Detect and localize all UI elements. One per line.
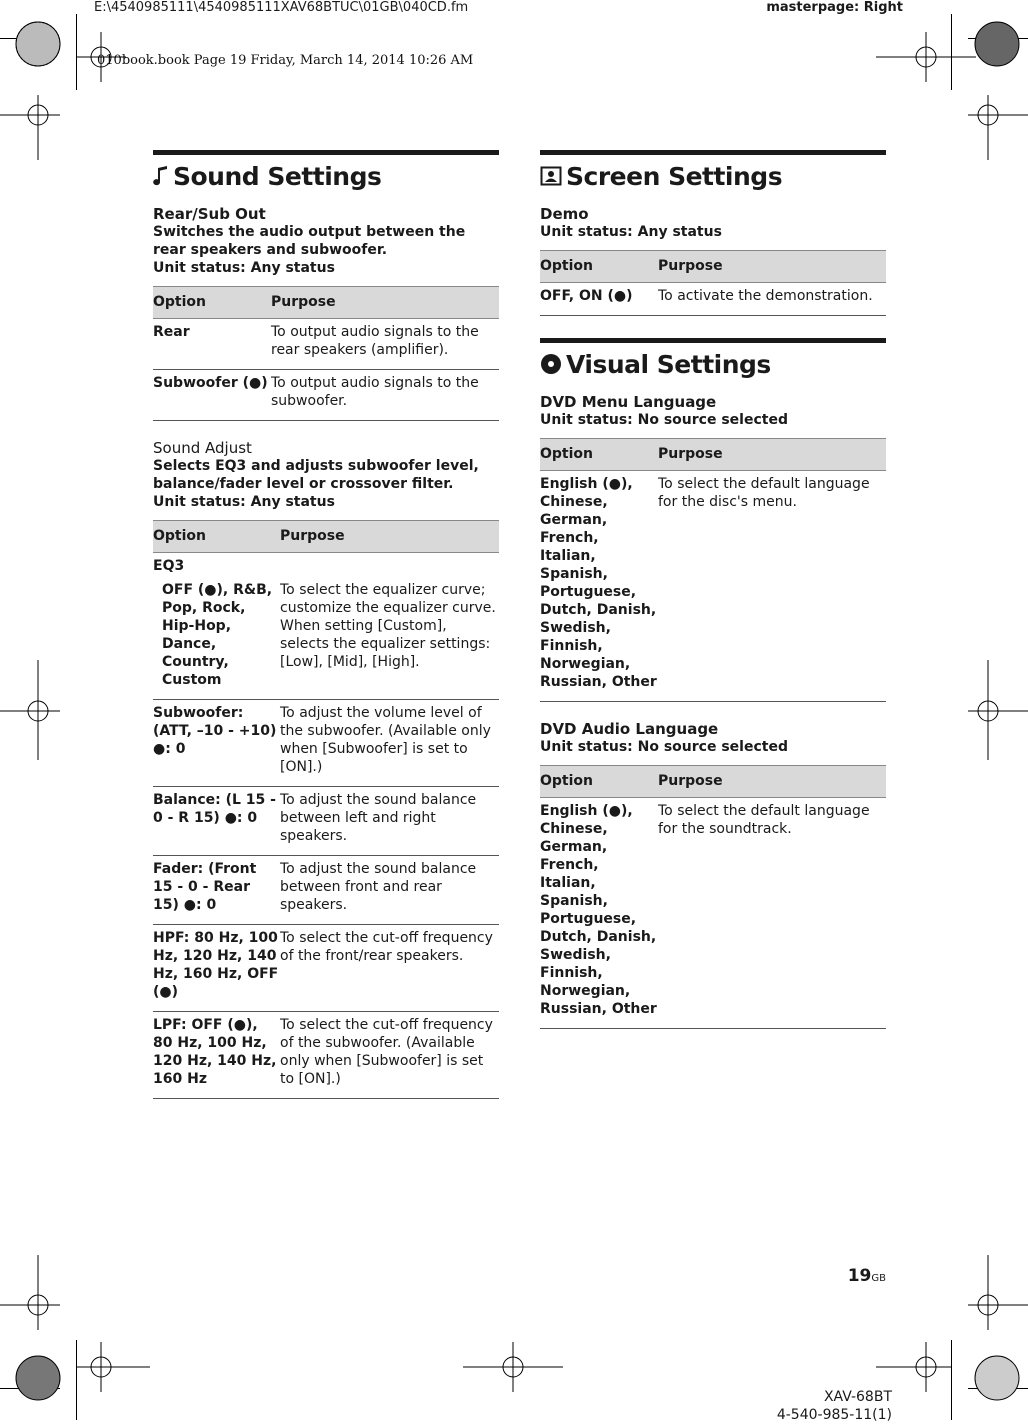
page-number-value: 19 bbox=[847, 1266, 872, 1286]
table-row bbox=[153, 577, 499, 700]
col-purpose: Purpose bbox=[271, 287, 499, 319]
page-number bbox=[848, 1266, 886, 1286]
sound-settings-title bbox=[153, 159, 499, 193]
dvd-audio-language-title: DVD Audio Language bbox=[540, 720, 719, 738]
purpose-cell: To activate the demonstration. bbox=[658, 283, 886, 316]
purpose-cell: To output audio signals to the rear speakers (amplifier). bbox=[271, 319, 499, 370]
demo-title: Demo bbox=[540, 205, 589, 223]
rear-sub-out-desc: Switches the audio output between the rear speakers and subwoofer. bbox=[153, 224, 466, 258]
table-row bbox=[153, 700, 499, 787]
purpose-cell bbox=[280, 553, 499, 578]
option-cell: LPF: OFF (●), 80 Hz, 100 Hz, 120 Hz, 140 Hz, 160 Hz bbox=[153, 1012, 280, 1099]
col-purpose: Purpose bbox=[658, 439, 886, 471]
table-row bbox=[153, 925, 499, 1012]
col-option: Option bbox=[153, 521, 280, 553]
option-cell: HPF: 80 Hz, 100 Hz, 120 Hz, 140 Hz, 160 Hz, OFF (●) bbox=[153, 925, 280, 1012]
table-row bbox=[153, 370, 499, 421]
left-column bbox=[153, 150, 499, 1127]
option-cell: English (●), Chinese, German, French, Italian, Spanish, Portuguese, Dutch, Danish, Swedish, Finnish, Norwegian, Russian, Other bbox=[540, 471, 658, 702]
visual-settings-section bbox=[540, 338, 886, 1029]
dvd-menu-language-status: Unit status: No source selected bbox=[540, 412, 788, 428]
option-cell: Fader: (Front 15 - 0 - Rear 15) ●: 0 bbox=[153, 856, 280, 925]
screen-settings-title bbox=[540, 159, 886, 193]
sound-settings-section bbox=[153, 150, 499, 1099]
book-info: 010book.book Page 19 Friday, March 14, 2014 10:26 AM bbox=[97, 53, 474, 68]
option-cell: OFF (●), R&B, Pop, Rock, Hip-Hop, Dance, Country, Custom bbox=[153, 577, 280, 700]
screen-settings-label: Screen Settings bbox=[566, 161, 783, 191]
table-row bbox=[153, 856, 499, 925]
music-note-icon bbox=[153, 165, 169, 187]
col-option: Option bbox=[153, 287, 271, 319]
col-option: Option bbox=[540, 766, 658, 798]
purpose-cell: To select the cut-off frequency of the front/rear speakers. bbox=[280, 925, 499, 1012]
rear-sub-out-status: Unit status: Any status bbox=[153, 260, 335, 276]
col-option: Option bbox=[540, 251, 658, 283]
purpose-cell: To adjust the sound balance between front and rear speakers. bbox=[280, 856, 499, 925]
col-purpose: Purpose bbox=[658, 251, 886, 283]
option-cell: English (●), Chinese, German, French, Italian, Spanish, Portuguese, Dutch, Danish, Swedish, Finnish, Norwegian, Russian, Other bbox=[540, 798, 658, 1029]
rear-sub-out-table bbox=[153, 286, 499, 421]
col-purpose: Purpose bbox=[280, 521, 499, 553]
model-code: 4-540-985-11(1) bbox=[776, 1407, 892, 1423]
table-row bbox=[540, 471, 886, 702]
table-row bbox=[153, 1012, 499, 1099]
sound-adjust-table bbox=[153, 520, 499, 1099]
sound-adjust-status: Unit status: Any status bbox=[153, 494, 335, 510]
visual-settings-label: Visual Settings bbox=[566, 349, 771, 379]
option-cell: OFF, ON (●) bbox=[540, 283, 658, 316]
screen-settings-section bbox=[540, 150, 886, 316]
table-row bbox=[153, 787, 499, 856]
dvd-menu-language-title: DVD Menu Language bbox=[540, 393, 717, 411]
purpose-cell: To select the equalizer curve; customize the equalizer curve. When setting [Custom], selects the equalizer settings: [Low], [Mid], [High]. bbox=[280, 577, 499, 700]
dvd-menu-language-table bbox=[540, 438, 886, 702]
purpose-cell: To select the cut-off frequency of the subwoofer. (Available only when [Subwoofer] is set to [ON].) bbox=[280, 1012, 499, 1099]
sound-adjust-title: Sound Adjust bbox=[153, 439, 252, 457]
demo-table bbox=[540, 250, 886, 316]
masterpage-label: masterpage: Right bbox=[766, 0, 903, 15]
dvd-audio-language-table bbox=[540, 765, 886, 1029]
table-row bbox=[153, 553, 499, 578]
option-cell: Subwoofer: (ATT, –10 - +10) ●: 0 bbox=[153, 700, 280, 787]
visual-settings-title bbox=[540, 347, 886, 381]
screen-portrait-icon bbox=[540, 165, 562, 187]
col-purpose: Purpose bbox=[658, 766, 886, 798]
page-suffix: GB bbox=[871, 1273, 886, 1284]
model-info bbox=[777, 1388, 892, 1424]
dvd-audio-language-status: Unit status: No source selected bbox=[540, 739, 788, 755]
option-cell: Subwoofer (●) bbox=[153, 370, 271, 421]
purpose-cell: To output audio signals to the subwoofer. bbox=[271, 370, 499, 421]
table-row bbox=[540, 798, 886, 1029]
table-row bbox=[540, 283, 886, 316]
purpose-cell: To select the default language for the disc's menu. bbox=[658, 471, 886, 702]
col-option: Option bbox=[540, 439, 658, 471]
option-cell: Balance: (L 15 - 0 - R 15) ●: 0 bbox=[153, 787, 280, 856]
disc-icon bbox=[540, 353, 562, 375]
purpose-cell: To adjust the volume level of the subwoofer. (Available only when [Subwoofer] is set to [ON].) bbox=[280, 700, 499, 787]
option-cell: EQ3 bbox=[153, 558, 185, 574]
rear-sub-out-title: Rear/Sub Out bbox=[153, 205, 266, 223]
model-name: XAV-68BT bbox=[823, 1389, 892, 1405]
table-row bbox=[153, 319, 499, 370]
purpose-cell: To adjust the sound balance between left and right speakers. bbox=[280, 787, 499, 856]
purpose-cell: To select the default language for the soundtrack. bbox=[658, 798, 886, 1029]
option-cell: Rear bbox=[153, 319, 271, 370]
right-column bbox=[540, 150, 886, 1057]
sound-adjust-desc: Selects EQ3 and adjusts subwoofer level, balance/fader level or crossover filter. bbox=[153, 458, 479, 492]
file-path: E:\4540985111\4540985111XAV68BTUC\01GB\040CD.fm bbox=[94, 0, 469, 15]
demo-status: Unit status: Any status bbox=[540, 224, 722, 240]
sound-settings-label: Sound Settings bbox=[173, 161, 382, 191]
